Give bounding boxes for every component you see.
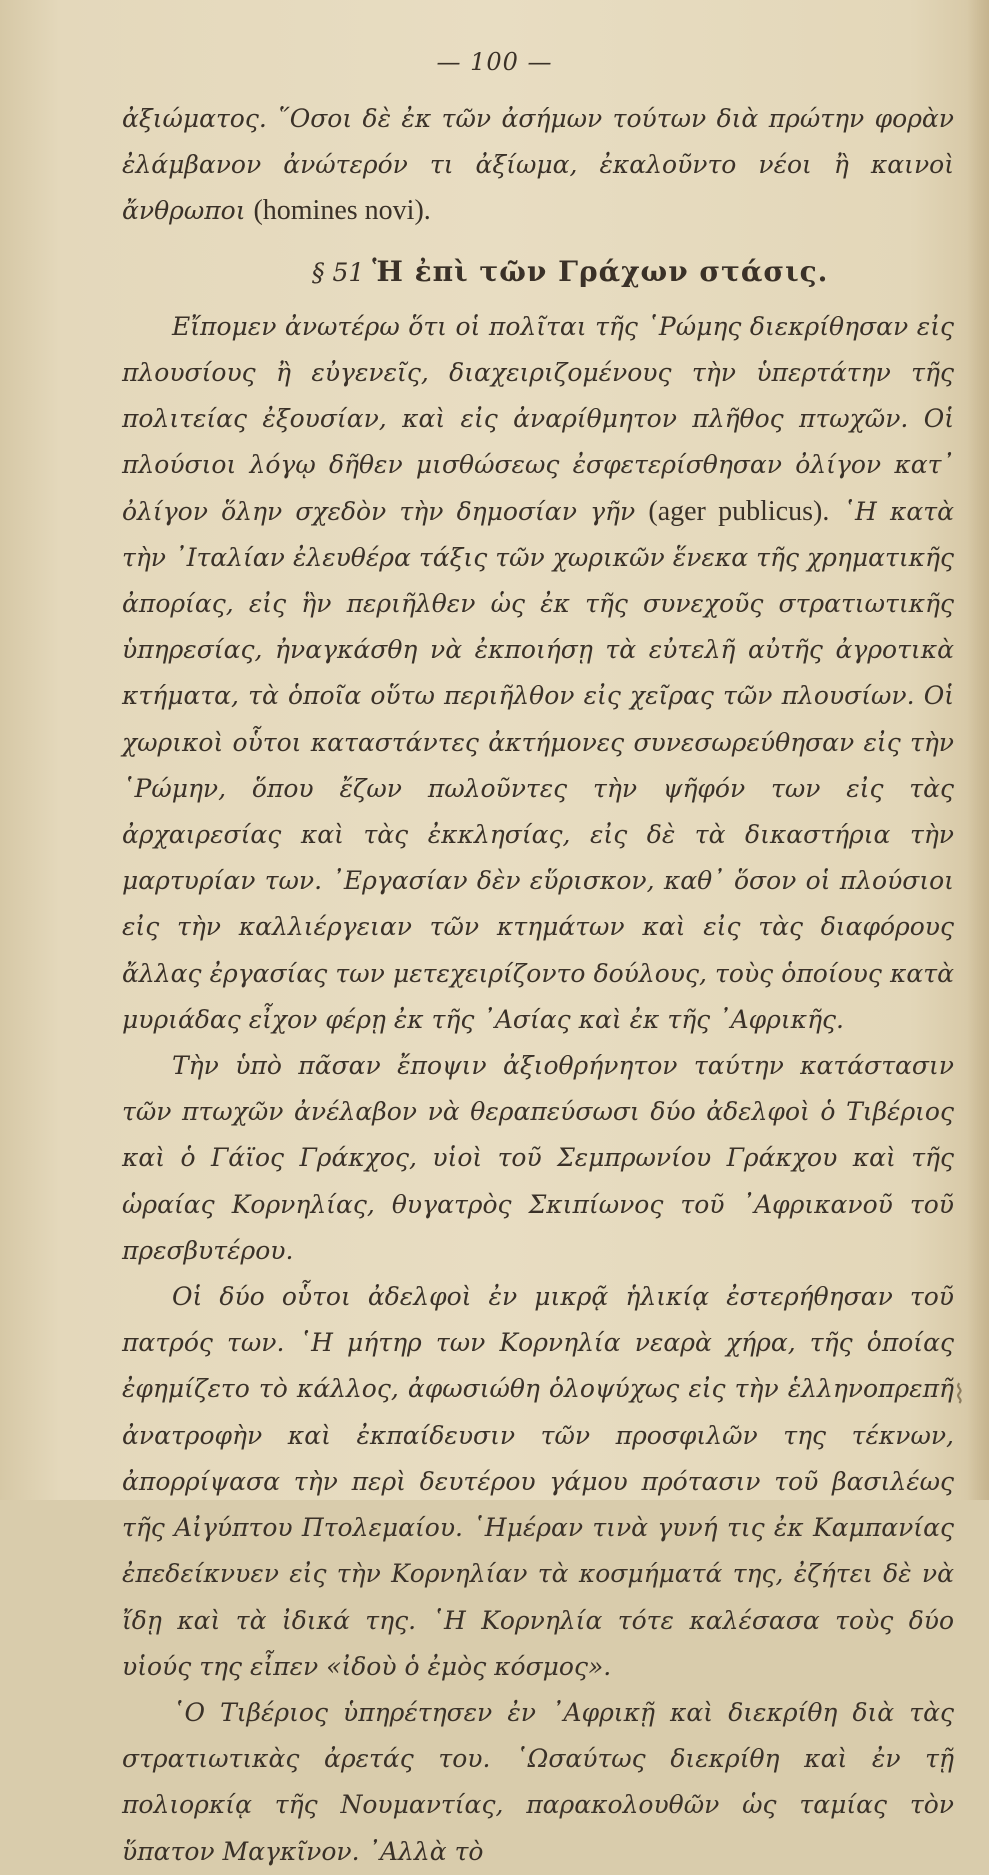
page-number: — 100 — [436,48,553,76]
margin-smudge-mark: ⌇ [953,1380,966,1410]
section-heading [122,249,954,296]
section-title: Ἡ ἐπὶ τῶν Γράχων στάσις. [372,254,829,288]
paragraph-2: Τὴν ὑπὸ πᾶσαν ἔποψιν ἀξιοθρήνητον ταύτην κατάστασιν τῶν πτωχῶν ἀνέλαβον νὰ θεραπεύσωσι δύο ἀδελφοὶ ὁ Τιβέριος καὶ ὁ Γάϊος Γράκχος, υἱοὶ τοῦ Σεμπρωνίου Γράκχου καὶ τῆς ὡραίας Κορνηλίας, θυγατρὸς Σκιπίωνος τοῦ ᾿Αφρικανοῦ τοῦ πρεσβυτέρου. [122,1051,954,1265]
page-edge-shadow [967,0,989,1500]
paragraph-3: Οἱ δύο οὗτοι ἀδελφοὶ ἐν μικρᾷ ἡλικίᾳ ἐστερήθησαν τοῦ πατρός των. ῾Η μήτηρ των Κορνηλία νεαρὰ χήρα, τῆς ὁποίας ἐφημίζετο τὸ κάλλος, ἀφωσιώθη ὁλοψύχως εἰς τὴν ἑλληνοπρεπῆ ἀνατροφὴν καὶ ἐκπαίδευσιν τῶν προσφιλῶν της τέκνων, ἀπορρίψασα τὴν περὶ δευτέρου γάμου πρότασιν τοῦ βασιλέως τῆς Αἰγύπτου Πτολεμαίου. ῾Ημέραν τινὰ γυνή τις ἐκ Καμπανίας ἐπεδείκνυεν εἰς τὴν Κορνηλίαν τὰ κοσμήματά της, ἐζήτει δὲ νὰ ἴδῃ καὶ τὰ ἰδικά της. ῾Η Κορνηλία τότε καλέσασα τοὺς δύο υἱούς της εἶπεν «ἰδοὺ ὁ ἐμὸς κόσμος». [122,1282,954,1681]
paragraph-1-part1: Εἴπομεν ἀνωτέρω ὅτι οἱ πολῖται τῆς ῾Ρώμης διεκρίθησαν εἰς πλουσίους ἢ εὐγενεῖς, διαχειριζομένους τὴν ὑπερτάτην τῆς πολιτείας ἐξουσίαν, καὶ εἰς ἀναρίθμητον πλῆθος πτωχῶν. Οἱ πλούσιοι λόγῳ δῆθεν μισθώσεως ἐσφετερίσθησαν ὀλίγον κατ᾿ ὀλίγον ὅλην σχεδὸν τὴν δημοσίαν γῆν [122,311,954,526]
opening-paragraph-text: ἀξιώματος. ῞Οσοι δὲ ἐκ τῶν ἀσήμων τούτων διὰ πρώτην φορὰν ἐλάμβανον ἀνώτερόν τι ἀξίωμα, ἐκαλοῦντο νέοι ἢ καινοὶ ἄνθρωποι [122,104,954,226]
latin-term-homines-novi: (homines novi). [253,195,431,227]
opening-paragraph [122,96,954,235]
paragraph-1 [122,304,954,1043]
text-body [122,96,954,1875]
paragraph-4: ῾Ο Τιβέριος ὑπηρέτησεν ἐν ᾿Αφρικῇ καὶ διεκρίθη διὰ τὰς στρατιωτικὰς ἀρετάς του. ῾Ωσαύτως διεκρίθη καὶ ἐν τῇ πολιορκίᾳ τῆς Νουμαντίας, παρακολουθῶν ὡς ταμίας τὸν ὕπατον Μαγκῖνον. ᾿Αλλὰ τὸ [122,1697,954,1866]
latin-term-ager-publicus: (ager publicus). [648,495,830,527]
paragraph-1-part2: ῾Η κατὰ τὴν ᾿Ιταλίαν ἐλευθέρα τάξις τῶν χωρικῶν ἕνεκα τῆς χρηματικῆς ἀπορίας, εἰς ἣν περιῆλθεν ὡς ἐκ τῆς συνεχοῦς στρατιωτικῆς ὑπηρεσίας, ἠναγκάσθη νὰ ἐκποιήσῃ τὰ εὐτελῆ αὐτῆς ἀγροτικὰ κτήματα, τὰ ὁποῖα οὕτω περιῆλθον εἰς χεῖρας τῶν πλουσίων. Οἱ χωρικοὶ οὗτοι καταστάντες ἀκτήμονες συνεσωρεύθησαν εἰς τὴν ῾Ρώμην, ὅπου ἔζων πωλοῦντες τὴν ψῆφόν των εἰς τὰς ἀρχαιρεσίας καὶ τὰς ἐκκλησίας, εἰς δὲ τὰ δικαστήρια τὴν μαρτυρίαν των. ᾿Εργασίαν δὲν εὕρισκον, καθ᾿ ὅσον οἱ πλούσιοι εἰς τὴν καλλιέργειαν τῶν κτημάτων καὶ εἰς τὰς διαφόρους ἄλλας ἐργασίας των μετεχειρίζοντο δούλους, τοὺς ὁποίους κατὰ μυριάδας εἶχον φέρῃ ἐκ τῆς ᾿Ασίας καὶ ἐκ τῆς ᾿Αφρικῆς. [122,496,954,1034]
section-number: § 51 [312,257,365,287]
